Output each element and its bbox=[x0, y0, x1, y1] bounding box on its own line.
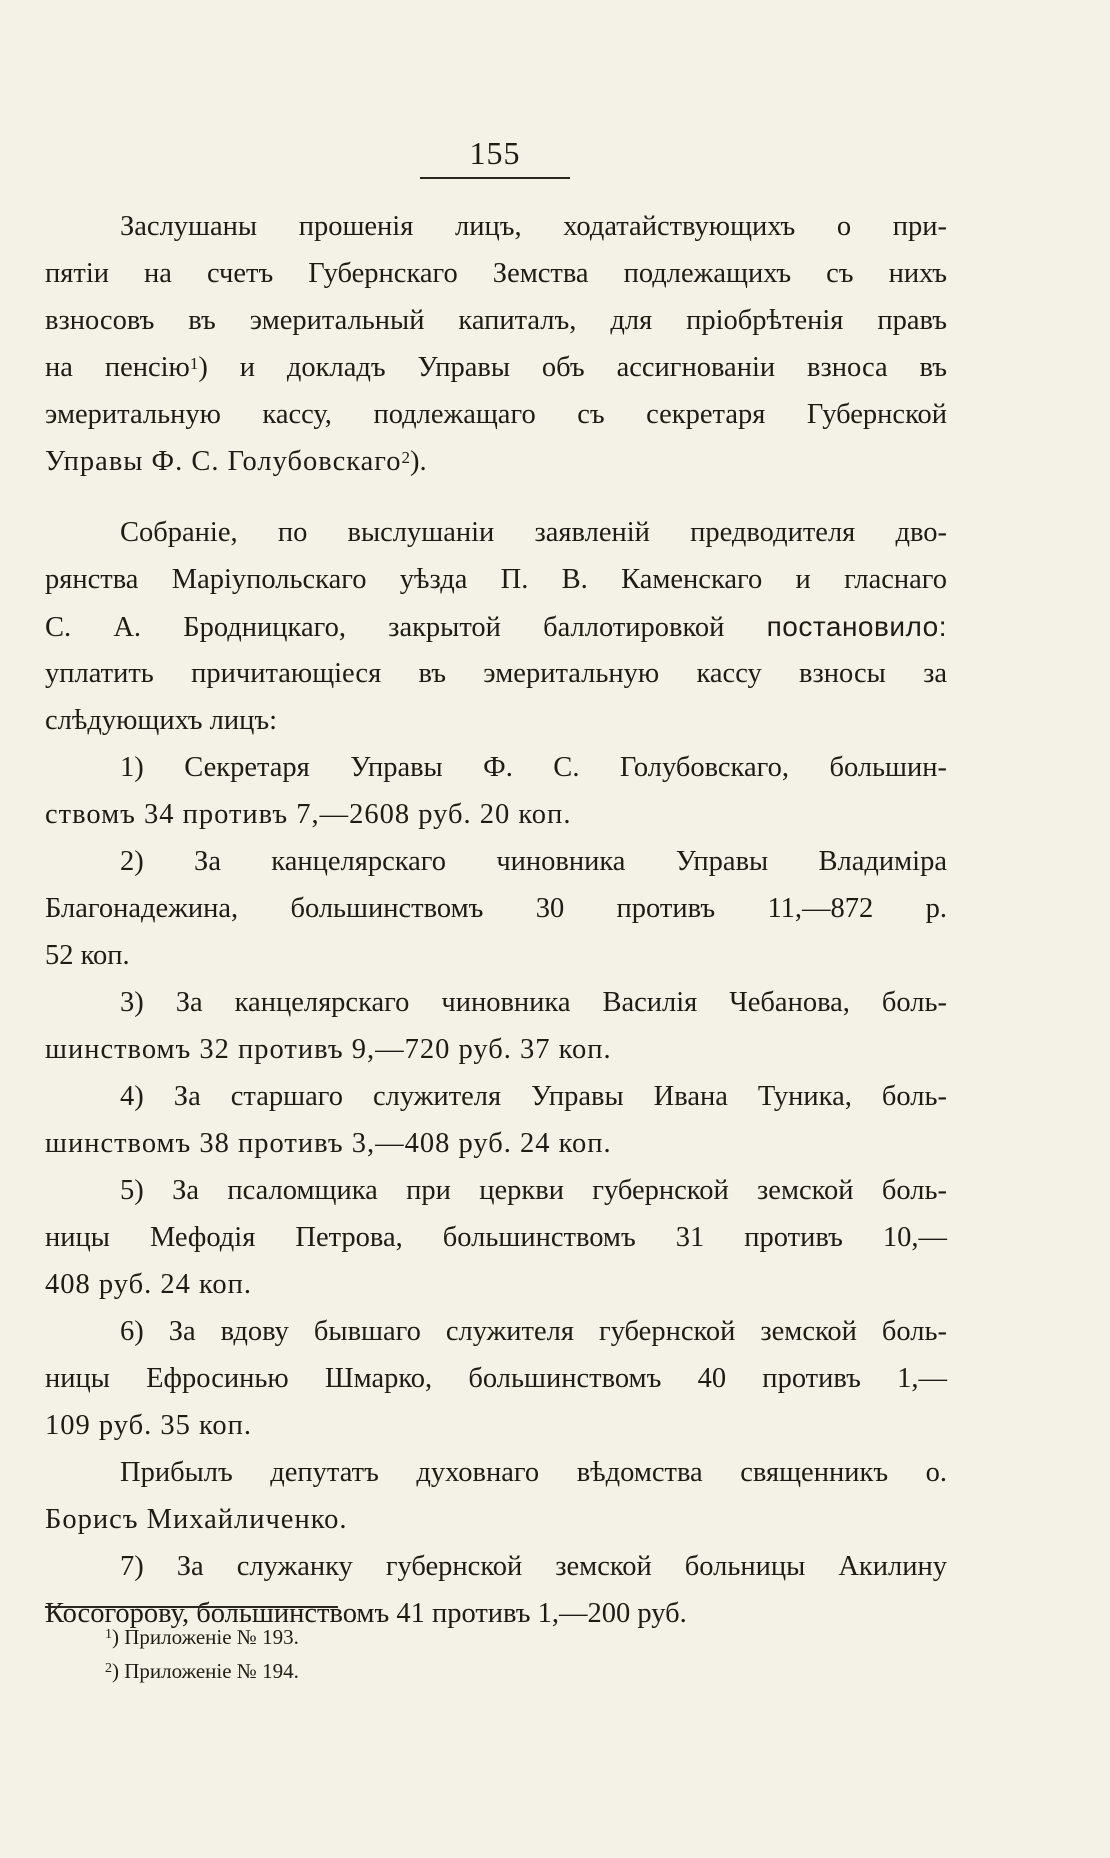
text-line: 52 коп. bbox=[45, 940, 130, 971]
text-line: 6) За вдову бывшаго служителя губернской земской боль- bbox=[120, 1316, 947, 1347]
body-text bbox=[45, 203, 947, 1637]
text-line: Прибылъ депутатъ духовнаго вѣдомства священникъ о. bbox=[120, 1457, 947, 1488]
text-line: 1) Секретаря Управы Ф. С. Голубовскаго, большин- bbox=[120, 752, 947, 783]
text-line: Благонадежина, большинствомъ 30 противъ 11,—872 р. bbox=[45, 893, 947, 924]
page-number: 155 bbox=[469, 135, 521, 171]
text-fragment: С. А. Бродницкаго, закрытой баллотировкой bbox=[45, 612, 725, 643]
text-line bbox=[45, 603, 947, 650]
text-line: уплатить причитающіеся въ эмеритальную кассу взносы за bbox=[45, 658, 947, 689]
text-line: 408 руб. 24 коп. bbox=[45, 1269, 253, 1300]
text-line: Косогорову, большинствомъ 41 противъ 1,—200 руб. bbox=[45, 1598, 687, 1629]
text-line: 109 руб. 35 коп. bbox=[45, 1410, 253, 1441]
text-line: взносовъ въ эмеритальный капиталъ, для пріобрѣтенія правъ bbox=[45, 305, 947, 336]
text-line: рянства Маріупольскаго уѣзда П. В. Каменскаго и гласнаго bbox=[45, 564, 947, 595]
text-line: слѣдующихъ лицъ: bbox=[45, 705, 277, 736]
footnote-marker: 2 bbox=[105, 1661, 112, 1676]
text-line: пятіи на счетъ Губернскаго Земства подлежащихъ съ нихъ bbox=[45, 258, 947, 289]
text-line: Собраніе, по выслушаніи заявленій предводителя дво- bbox=[120, 517, 947, 548]
text-line: 2) За канцелярскаго чиновника Управы Владиміра bbox=[120, 846, 947, 877]
footnote-marker: 1 bbox=[189, 354, 199, 373]
text-line: ницы Ефросинью Шмарко, большинствомъ 40 противъ 1,— bbox=[45, 1363, 947, 1394]
footnotes bbox=[105, 1620, 299, 1688]
paragraph-gap bbox=[45, 485, 947, 509]
text-line: Заслушаны прошенія лицъ, ходатайствующихъ о при- bbox=[120, 211, 947, 242]
footnote bbox=[105, 1654, 299, 1688]
text-line: ницы Мефодія Петрова, большинствомъ 31 противъ 10,— bbox=[45, 1222, 947, 1253]
text-line: 7) За служанку губернской земской больницы Акилину bbox=[120, 1551, 947, 1582]
text-line: эмеритальную кассу, подлежащаго съ секретаря Губернской bbox=[45, 399, 947, 430]
text-line: шинствомъ 32 противъ 9,—720 руб. 37 коп. bbox=[45, 1034, 612, 1065]
text-fragment: ) и докладъ Управы объ ассигнованіи взноса въ bbox=[198, 352, 948, 383]
footnote-marker: 2 bbox=[401, 448, 411, 467]
text-line: Борисъ Михайличенко. bbox=[45, 1504, 348, 1535]
text-line bbox=[45, 438, 947, 485]
text-line bbox=[45, 344, 947, 391]
footnote bbox=[105, 1620, 299, 1654]
text-fragment: Управы Ф. С. Голубовскаго bbox=[45, 446, 402, 477]
footnote-text: ) Приложеніе № 193. bbox=[112, 1625, 299, 1649]
resolution-keyword: постановило: bbox=[766, 611, 947, 642]
footnote-divider bbox=[45, 1606, 338, 1608]
text-line: 3) За канцелярскаго чиновника Василія Чебанова, боль- bbox=[120, 987, 947, 1018]
text-fragment: ). bbox=[410, 446, 427, 477]
footnote-marker: 1 bbox=[105, 1627, 112, 1642]
text-fragment: на пенсію bbox=[45, 352, 190, 383]
page-number-underline bbox=[420, 177, 570, 179]
footnote-text: ) Приложеніе № 194. bbox=[112, 1659, 299, 1683]
text-line: ствомъ 34 противъ 7,—2608 руб. 20 коп. bbox=[45, 799, 572, 830]
text-line: 4) За старшаго служителя Управы Ивана Туника, боль- bbox=[120, 1081, 947, 1112]
text-line: 5) За псаломщика при церкви губернской земской боль- bbox=[120, 1175, 947, 1206]
text-line: шинствомъ 38 противъ 3,—408 руб. 24 коп. bbox=[45, 1128, 612, 1159]
